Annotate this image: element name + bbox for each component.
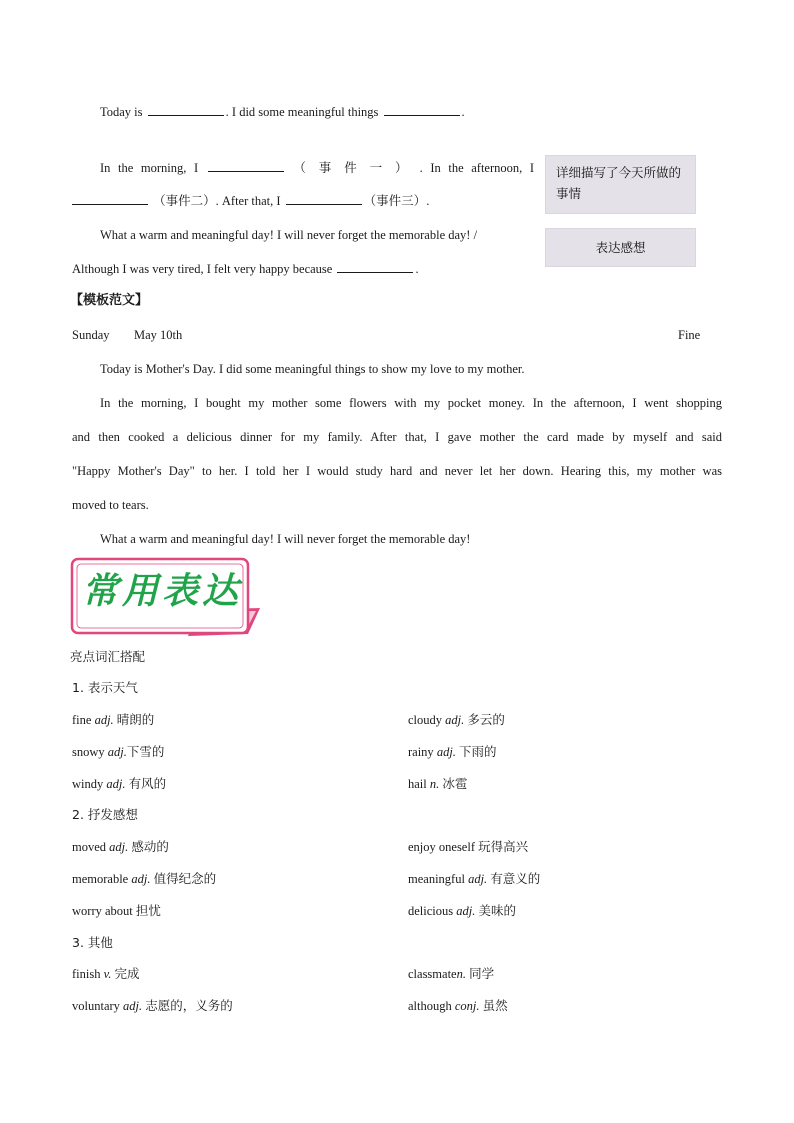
meaning: 下雪的 bbox=[126, 744, 165, 759]
word: meaningful bbox=[408, 872, 465, 886]
banner-text: 常用表达 bbox=[81, 571, 242, 612]
text: What a warm and meaningful day! I will never forget the memorable day! / bbox=[100, 228, 478, 242]
text: . bbox=[426, 194, 430, 208]
vocab-item bbox=[408, 997, 508, 1015]
template-line-1 bbox=[100, 103, 465, 121]
pos: adj. bbox=[456, 904, 476, 918]
event-label: （事件二） bbox=[153, 193, 216, 208]
sample-line: In the morning, I bought my mother some flowers with my pocket money. In the afternoon, I went shopping bbox=[100, 396, 722, 410]
meaning: 感动的 bbox=[131, 839, 169, 854]
meaning: 晴朗的 bbox=[116, 712, 155, 727]
event-label: （ 事 件 一 ） bbox=[293, 160, 413, 175]
pos: adj. bbox=[468, 872, 488, 886]
vocab-item bbox=[408, 775, 467, 793]
vocab-item bbox=[408, 743, 497, 761]
note-feeling bbox=[545, 228, 696, 267]
fill-blank bbox=[337, 260, 413, 273]
vocab-section-2: 2. 抒发感想 bbox=[72, 807, 138, 822]
diary-weather: Fine bbox=[678, 328, 701, 342]
pos: n. bbox=[456, 967, 466, 981]
pos: adj. bbox=[94, 713, 114, 727]
word: classmate bbox=[408, 967, 457, 981]
pos: n. bbox=[429, 777, 440, 791]
vocab-item bbox=[408, 965, 494, 983]
meaning: 完成 bbox=[114, 966, 140, 981]
meaning: 玩得高兴 bbox=[478, 839, 529, 854]
pos: adj. bbox=[109, 840, 129, 854]
fill-blank bbox=[208, 159, 284, 172]
meaning: 担忧 bbox=[135, 903, 161, 918]
note-text: 详细描写了今天所做的事情 bbox=[556, 165, 682, 201]
sample-line: and then cooked a delicious dinner for my family. After that, I gave mother the card made by myself and said bbox=[72, 430, 722, 444]
fill-blank bbox=[148, 103, 224, 116]
template-line-5 bbox=[72, 260, 419, 278]
meaning: 多云的 bbox=[467, 712, 505, 727]
text: . In the afternoon, I bbox=[419, 161, 535, 175]
vocab-item bbox=[408, 870, 540, 888]
word: delicious bbox=[408, 904, 454, 918]
vocab-item bbox=[72, 902, 161, 920]
fill-blank bbox=[72, 192, 148, 205]
meaning: 有意义的 bbox=[490, 871, 541, 886]
vocab-item bbox=[72, 838, 169, 856]
word: enjoy oneself bbox=[408, 840, 475, 854]
pos: adj. bbox=[106, 777, 126, 791]
sample-line: moved to tears. bbox=[72, 498, 149, 512]
diary-day: Sunday bbox=[72, 328, 110, 342]
meaning: 虽然 bbox=[482, 998, 508, 1013]
vocab-item bbox=[72, 870, 216, 888]
vocab-item bbox=[72, 775, 166, 793]
word: memorable bbox=[72, 872, 129, 886]
word: windy bbox=[72, 777, 104, 791]
fill-blank bbox=[286, 192, 362, 205]
meaning: 有风的 bbox=[128, 776, 167, 791]
word: voluntary bbox=[72, 999, 120, 1013]
meaning: 美味的 bbox=[478, 903, 517, 918]
pos: adj. bbox=[445, 713, 465, 727]
section-banner bbox=[70, 556, 266, 638]
text: Today is bbox=[100, 105, 143, 119]
word: hail bbox=[408, 777, 427, 791]
fill-blank bbox=[384, 103, 460, 116]
pos: adj. bbox=[107, 745, 127, 759]
note-text: 表达感想 bbox=[595, 240, 646, 255]
vocab-item bbox=[72, 997, 233, 1015]
text: Although I was very tired, I felt very happy because bbox=[72, 262, 333, 276]
word: although bbox=[408, 999, 452, 1013]
text: . After that, I bbox=[215, 194, 281, 208]
vocab-section-1: 1. 表示天气 bbox=[72, 680, 138, 695]
vocab-section-3: 3. 其他 bbox=[72, 935, 113, 950]
template-line-4 bbox=[100, 226, 477, 244]
sample-line: "Happy Mother's Day" to her. I told her I would study hard and never let her down. Hearing this, my mother was bbox=[72, 464, 722, 478]
word: worry about bbox=[72, 904, 133, 918]
vocab-item bbox=[72, 711, 154, 729]
pos: adj. bbox=[436, 745, 456, 759]
sample-heading: 【模板范文】 bbox=[70, 293, 149, 308]
meaning: 同学 bbox=[469, 966, 495, 981]
meaning: 冰雹 bbox=[442, 776, 468, 791]
pos: conj. bbox=[454, 999, 480, 1013]
meaning: 值得纪念的 bbox=[153, 871, 217, 886]
vocab-item bbox=[72, 965, 140, 983]
sample-line: What a warm and meaningful day! I will never forget the memorable day! bbox=[100, 532, 471, 546]
word: snowy bbox=[72, 745, 105, 759]
word: finish bbox=[72, 967, 101, 981]
pos: adj. bbox=[123, 999, 143, 1013]
vocab-item bbox=[408, 838, 528, 856]
word: moved bbox=[72, 840, 107, 854]
text: . I did some meaningful things bbox=[225, 105, 379, 119]
template-line-3 bbox=[72, 192, 429, 210]
vocab-item bbox=[408, 902, 516, 920]
event-label: （事件三） bbox=[363, 193, 427, 208]
pos: v. bbox=[103, 967, 112, 981]
vocab-item bbox=[72, 743, 164, 761]
pos: adj. bbox=[131, 872, 151, 886]
sample-line: Today is Mother's Day. I did some meaningful things to show my love to my mother. bbox=[100, 362, 525, 376]
text: . bbox=[415, 262, 419, 276]
word: cloudy bbox=[408, 713, 443, 727]
word: rainy bbox=[408, 745, 434, 759]
template-line-2 bbox=[100, 159, 534, 177]
meaning: 下雨的 bbox=[459, 744, 497, 759]
word: fine bbox=[72, 713, 92, 727]
vocab-item bbox=[408, 711, 505, 729]
text: . bbox=[461, 105, 465, 119]
meaning: 志愿的，义务的 bbox=[145, 998, 233, 1013]
text: In the morning, I bbox=[100, 161, 199, 175]
diary-date: May 10th bbox=[134, 328, 183, 342]
vocab-heading: 亮点词汇搭配 bbox=[70, 649, 146, 664]
note-detail bbox=[545, 155, 696, 214]
